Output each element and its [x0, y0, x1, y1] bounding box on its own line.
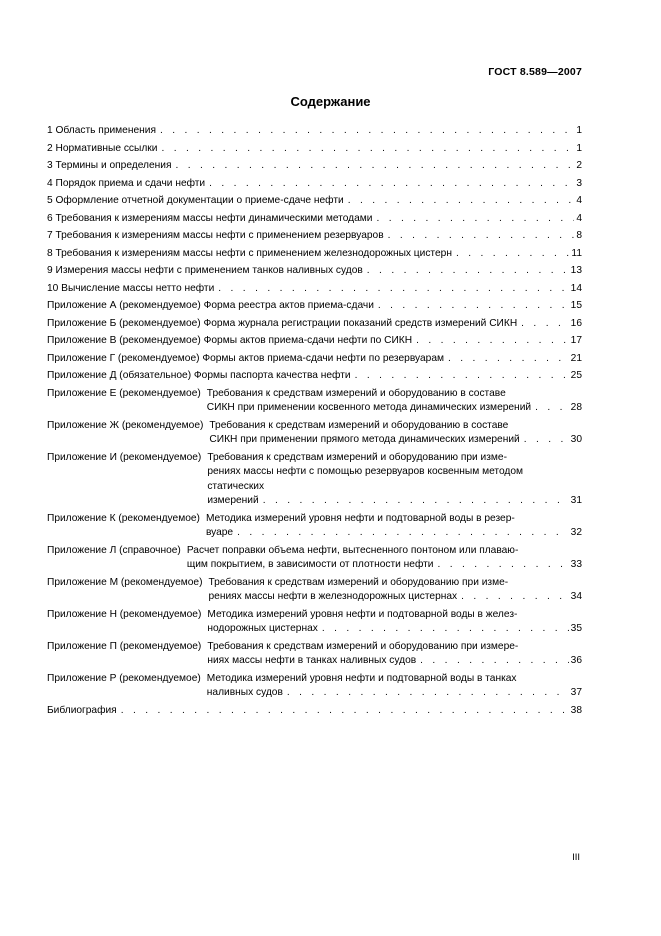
leader-dots — [531, 401, 569, 416]
toc-entry[interactable] — [47, 264, 582, 279]
toc-entry-line: Требования к средствам измерений и оборудованию в составе — [209, 419, 509, 431]
toc-entry-line: Методика измерений уровня нефти и подтоварной воды в желез- — [207, 608, 518, 620]
toc-entry-label: 7 Требования к измерениям массы нефти с применением резервуаров — [47, 230, 384, 241]
leader-dots — [444, 352, 569, 367]
toc-entry-label: 4 Порядок приема и сдачи нефти — [47, 177, 206, 189]
toc-entry-page: 30 — [570, 434, 582, 445]
toc-entry-page: 3 — [576, 177, 582, 189]
leader-dots — [259, 494, 569, 509]
toc-entry-page: 33 — [570, 559, 582, 570]
toc-entry-line: Требования к средствам измерений и оборудованию при измере- — [207, 640, 519, 652]
toc-entry[interactable] — [47, 247, 582, 262]
toc-entry-line: СИКН при применении прямого метода динамических измерений — [209, 434, 520, 445]
toc-entry[interactable] — [47, 352, 582, 367]
toc-entry[interactable] — [47, 387, 582, 416]
toc-entry-page: 28 — [570, 402, 582, 413]
toc-entry-page: 14 — [570, 282, 582, 294]
toc-entry-line: измерений — [207, 495, 259, 506]
toc-entry[interactable] — [47, 212, 582, 227]
toc-entry-line: Требования к средствам измерений и оборудованию при изме- — [207, 451, 507, 463]
toc-entry[interactable] — [47, 544, 582, 573]
leader-dots — [283, 686, 569, 701]
leader-dots — [384, 229, 575, 244]
leader-dots — [351, 369, 569, 384]
toc-entry-appendix: Приложение П (рекомендуемое) — [47, 640, 202, 652]
toc-entry-page: 37 — [570, 687, 582, 698]
toc-entry-page: 36 — [570, 655, 582, 666]
leader-dots — [171, 159, 574, 174]
toc-entry-line: Методика измерений уровня нефти и подтоварной воды в резер- — [205, 512, 515, 524]
leader-dots — [117, 704, 569, 719]
toc-entry-label: Приложение Б (рекомендуемое) Форма журнала регистрации показаний средств измерений СИКН — [47, 317, 518, 329]
toc-entry-line: Требования к средствам измерений и оборудованию при изме- — [208, 576, 509, 588]
toc-entry-page: 1 — [576, 142, 582, 154]
toc-entry-label: 9 Измерения массы нефти с применением танков наливных судов — [47, 265, 363, 276]
toc-entry-appendix: Приложение М (рекомендуемое) — [47, 576, 203, 588]
toc-entry-appendix: Приложение Е (рекомендуемое) — [47, 387, 201, 399]
toc-entry-label: Библиография — [47, 704, 117, 716]
toc-entry-line: ниях массы нефти в танках наливных судов — [207, 655, 417, 666]
leader-dots — [517, 317, 568, 332]
toc-entry[interactable] — [47, 512, 582, 541]
toc-entry-label: Приложение В (рекомендуемое) Формы актов приема-сдачи нефти по СИКН — [47, 335, 413, 346]
leader-dots — [318, 622, 569, 637]
toc-entry-appendix: Приложение И (рекомендуемое) — [47, 451, 202, 463]
toc-entry-label: 6 Требования к измерениям массы нефти динамическими методами — [47, 212, 373, 224]
toc-entry-page: 16 — [570, 317, 582, 329]
toc-entry[interactable] — [47, 451, 582, 509]
leader-dots — [412, 334, 569, 349]
leader-dots — [214, 282, 568, 297]
toc-entry-page: 32 — [570, 527, 582, 538]
toc-entry[interactable] — [47, 334, 582, 349]
toc-entry[interactable] — [47, 419, 582, 448]
leader-dots — [344, 194, 575, 209]
toc-entry[interactable] — [47, 159, 582, 174]
toc-entry-line: нодорожных цистернах — [207, 623, 318, 634]
leader-dots — [520, 433, 569, 448]
toc-entry-page: 1 — [576, 125, 582, 136]
toc-entry-appendix: Приложение К (рекомендуемое) — [47, 512, 200, 524]
toc-entry-line: Расчет поправки объема нефти, вытесненного понтоном или плаваю- — [186, 544, 519, 556]
toc-entry-appendix: Приложение Л (справочное) — [47, 544, 181, 556]
toc-entry-appendix: Приложение Р (рекомендуемое) — [47, 672, 201, 684]
table-of-contents — [47, 124, 582, 721]
toc-entry-label: 3 Термины и определения — [47, 160, 172, 171]
toc-entry[interactable] — [47, 704, 582, 719]
toc-entry-line: рениях массы нефти с помощью резервуаров косвенным методом статических — [207, 466, 524, 492]
toc-entry-page: 21 — [570, 352, 582, 364]
leader-dots — [433, 558, 568, 573]
toc-entry-line: наливных судов — [206, 687, 283, 698]
toc-entry-page: 11 — [571, 247, 582, 259]
leader-dots — [233, 526, 569, 541]
toc-entry[interactable] — [47, 282, 582, 297]
toc-entry-page: 4 — [576, 195, 582, 206]
leader-dots — [416, 654, 569, 669]
toc-entry-label: 5 Оформление отчетной документации о приеме-сдаче нефти — [47, 195, 344, 206]
toc-entry[interactable] — [47, 142, 582, 157]
toc-entry-page: 31 — [570, 495, 582, 506]
toc-entry-page: 13 — [570, 265, 582, 276]
toc-entry-page: 17 — [570, 335, 582, 346]
standard-designation: ГОСТ 8.589—2007 — [488, 66, 582, 78]
toc-entry-label: 1 Область применения — [47, 125, 156, 136]
toc-entry-appendix: Приложение Ж (рекомендуемое) — [47, 419, 204, 431]
toc-entry-page: 4 — [576, 212, 582, 224]
toc-entry[interactable] — [47, 317, 582, 332]
toc-entry-label: 2 Нормативные ссылки — [47, 142, 158, 154]
toc-entry-label: Приложение Г (рекомендуемое) Формы актов приема-сдачи нефти по резервуарам — [47, 352, 444, 364]
toc-entry-line: вуаре — [205, 527, 234, 538]
toc-entry-page: 38 — [570, 704, 582, 716]
toc-entry-label: Приложение Д (обязательное) Формы паспорта качества нефти — [47, 370, 351, 381]
toc-entry-line: Методика измерений уровня нефти и подтоварной воды в танках — [206, 672, 517, 684]
leader-dots — [205, 177, 574, 192]
toc-entry-page: 8 — [576, 230, 582, 241]
toc-entry-page: 25 — [570, 370, 582, 381]
leader-dots — [156, 124, 574, 139]
leader-dots — [372, 212, 574, 227]
toc-entry[interactable] — [47, 177, 582, 192]
leader-dots — [457, 590, 569, 605]
toc-entry-label: 10 Вычисление массы нетто нефти — [47, 282, 215, 294]
leader-dots — [363, 264, 569, 279]
toc-entry[interactable] — [47, 369, 582, 384]
toc-entry-page: 34 — [570, 591, 582, 602]
toc-entry-page: 2 — [576, 160, 582, 171]
toc-entry[interactable] — [47, 640, 582, 669]
toc-entry[interactable] — [47, 229, 582, 244]
toc-entry[interactable] — [47, 124, 582, 139]
toc-entry[interactable] — [47, 672, 582, 701]
toc-entry-page: 35 — [570, 623, 582, 634]
toc-entry-label: Приложение А (рекомендуемое) Форма реестра актов приема-сдачи — [47, 300, 374, 311]
toc-entry-page: 15 — [570, 300, 582, 311]
leader-dots — [157, 142, 574, 157]
toc-entry-appendix: Приложение Н (рекомендуемое) — [47, 608, 202, 620]
toc-entry[interactable] — [47, 576, 582, 605]
toc-entry-line: щим покрытием, в зависимости от плотности нефти — [186, 559, 434, 570]
toc-entry-line: рениях массы нефти в железнодорожных цистернах — [208, 591, 458, 602]
toc-entry[interactable] — [47, 194, 582, 209]
toc-entry[interactable] — [47, 299, 582, 314]
page-title: Содержание — [290, 94, 371, 109]
leader-dots — [452, 247, 569, 262]
toc-entry-line: Требования к средствам измерений и оборудованию в составе — [206, 387, 506, 399]
toc-entry-line: СИКН при применении косвенного метода динамических измерений — [206, 402, 532, 413]
toc-entry[interactable] — [47, 608, 582, 637]
page-number: III — [572, 852, 580, 863]
leader-dots — [374, 299, 569, 314]
toc-entry-label: 8 Требования к измерениям массы нефти с применением железнодорожных цистерн — [47, 247, 452, 259]
